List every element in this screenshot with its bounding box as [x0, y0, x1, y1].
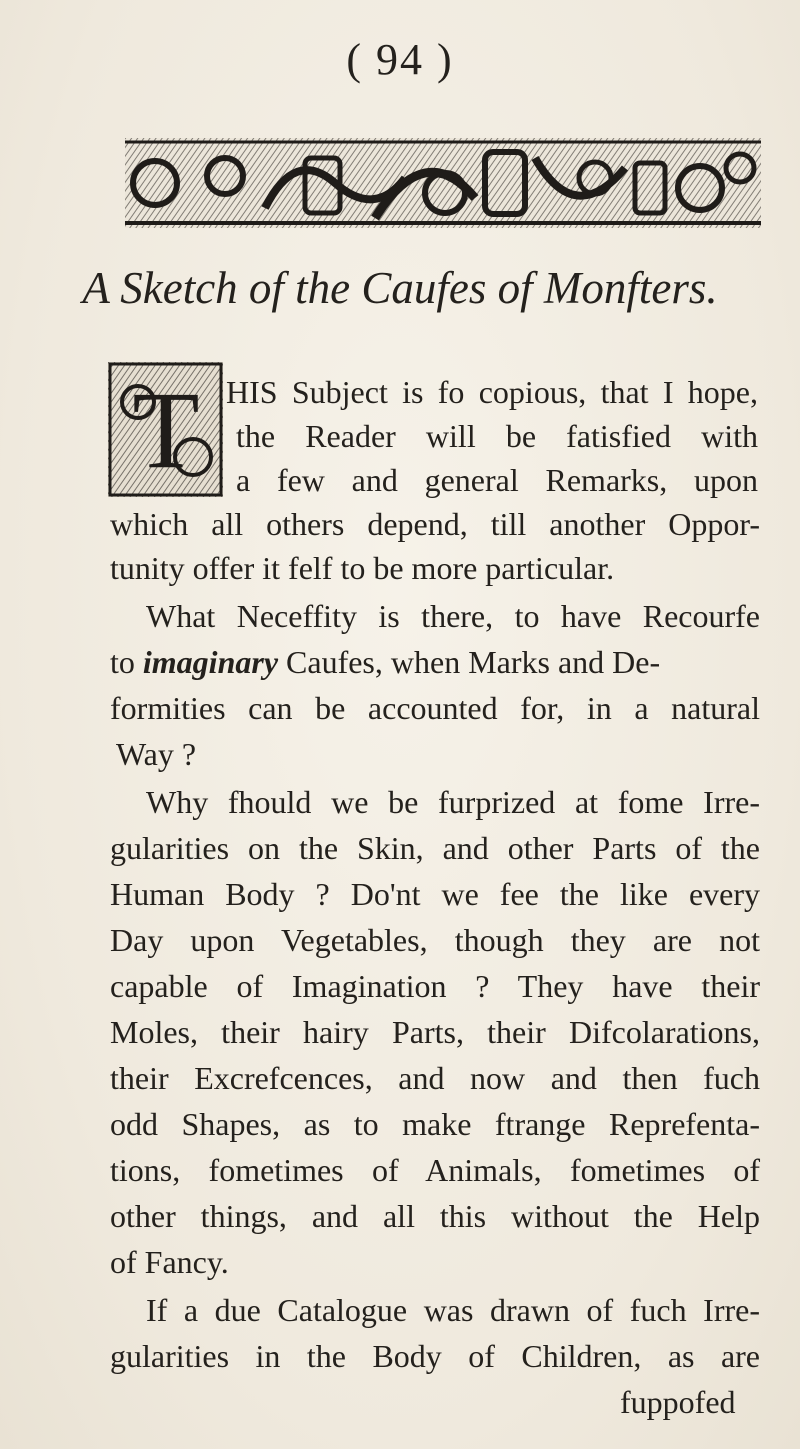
paragraph-1-line-2: the Reader will be fatisfied with	[236, 418, 758, 454]
paragraph-2-line-1: What Neceffity is there, to have Recourfe	[146, 598, 760, 634]
paragraph-2-line-2-rest: Caufes, when Marks and De-	[286, 644, 661, 680]
word-imaginary: imaginary	[142, 644, 279, 680]
paragraph-2-line-3: formities can be accounted for, in a natural	[110, 690, 760, 726]
paragraph-1-line-3: a few and general Remarks, upon	[236, 462, 758, 498]
paragraph-3-line-9: tions, fometimes of Animals, fometimes of	[110, 1152, 760, 1188]
paragraph-3-line-8: odd Shapes, as to make ftrange Reprefenta-	[110, 1106, 760, 1142]
paragraph-3-line-2: gularities on the Skin, and other Parts of the	[110, 830, 760, 866]
paragraph-2-line-4: Way ?	[116, 736, 197, 772]
paragraph-3-line-11: of Fancy.	[110, 1244, 229, 1280]
paragraph-3-line-4: Day upon Vegetables, though they are not	[110, 922, 760, 958]
paragraph-3-line-5: capable of Imagination ? They have their	[110, 968, 760, 1004]
paragraph-3-line-10: other things, and all this without the Help	[110, 1198, 760, 1234]
paragraph-1-line-1: HIS Subject is fo copious, that I hope,	[226, 374, 758, 410]
paragraph-1-line-4: which all others depend, till another Oppor-	[110, 506, 760, 542]
chapter-heading: A Sketch of the Caufes of Monfters.	[82, 263, 718, 313]
word-to: to	[110, 644, 135, 680]
paragraph-3-line-1: Why fhould we be furprized at fome Irre-	[146, 784, 760, 820]
page-number: ( 94 )	[346, 35, 454, 84]
paragraph-3-line-7: their Excrefcences, and now and then fuch	[110, 1060, 760, 1096]
catchword: fuppofed	[620, 1384, 736, 1420]
decorated-initial-letter	[108, 362, 223, 497]
svg-text:T: T	[132, 369, 200, 491]
woodcut-headpiece	[125, 138, 761, 228]
paragraph-1-line-5: tunity offer it felf to be more particular.	[110, 550, 615, 586]
paragraph-3-line-3: Human Body ? Do'nt we fee the like every	[110, 876, 760, 912]
paragraph-4-line-2: gularities in the Body of Children, as are	[110, 1338, 760, 1374]
paragraph-4-line-1: If a due Catalogue was drawn of fuch Irre-	[146, 1292, 760, 1328]
paragraph-3-line-6: Moles, their hairy Parts, their Difcolarations,	[110, 1014, 760, 1050]
paragraph-2-line-2	[110, 646, 760, 678]
